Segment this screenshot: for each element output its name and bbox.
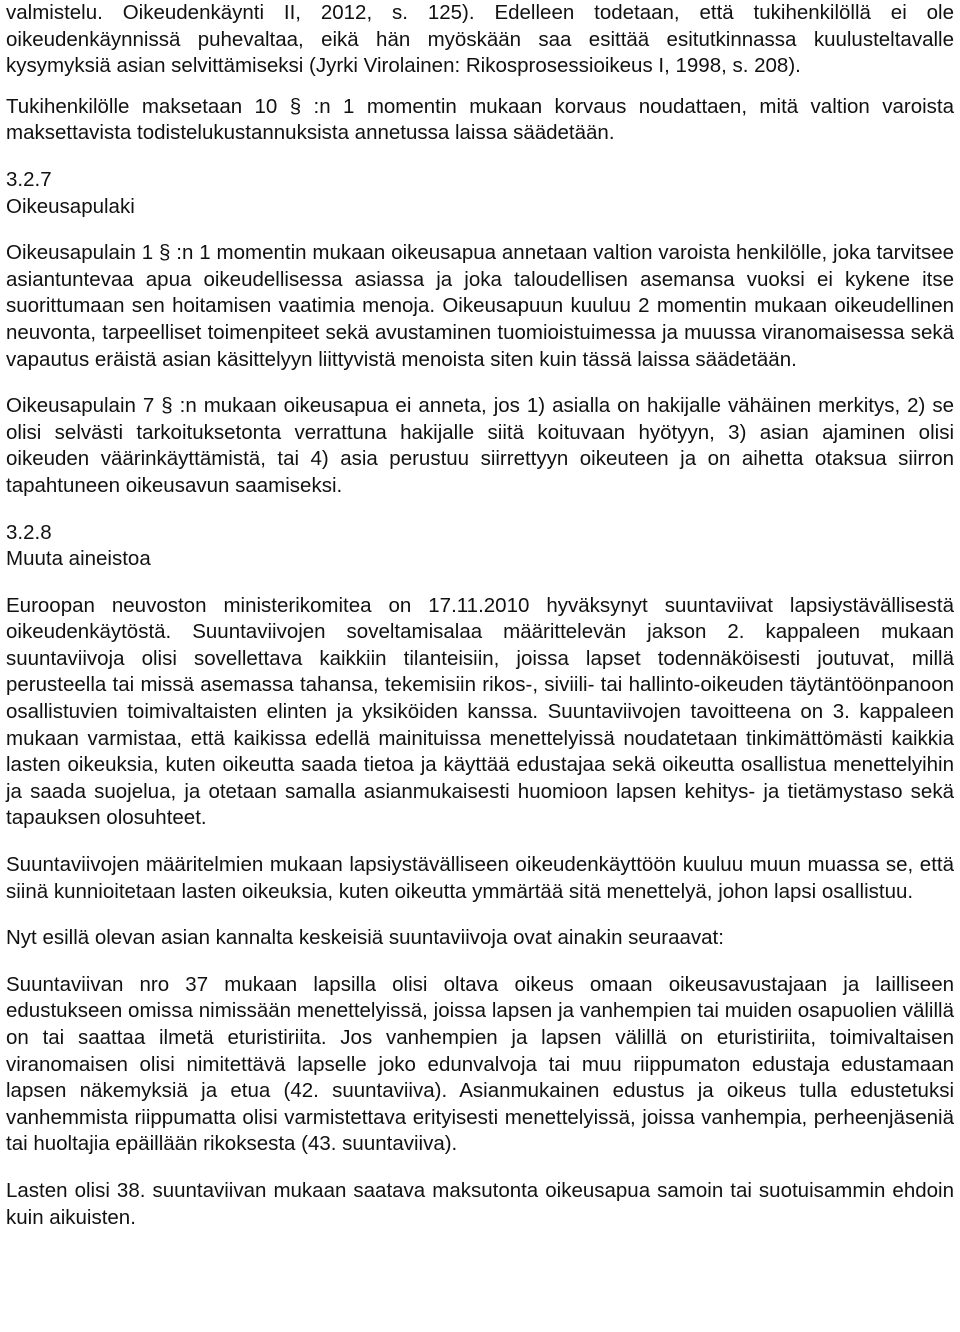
paragraph-guideline-37: Suuntaviivan nro 37 mukaan lapsilla olisi oltava oikeus omaan oikeusavustajaan ja lailliseen edustukseen omissa nimissään menettelyissä, joissa lapsen ja vanhempien tai muiden osapuolien välillä on tai saattaa ilmetä eturistiriita. Jos vanhempien ja lapsen välillä on eturistiriita, toimivaltaisen viranomaisen olisi nimitettävä lapselle joko edunvalvoja tai muu riippumaton edustaja edustamaan lapsen näkemyksiä ja etua (42. suuntaviiva). Asianmukainen edustus ja oikeus tulla edustetuksi vanhemmista riippumatta olisi varmistettava erityisesti menettelyissä, joissa vanhempia, perheenjäseniä tai huoltajia epäillään rikoksesta (43. suuntaviiva). bbox=[6, 972, 954, 1156]
paragraph-key-guidelines-intro: Nyt esillä olevan asian kannalta keskeisiä suuntaviivoja ovat ainakin seuraavat: bbox=[6, 926, 724, 950]
paragraph-council-of-europe-guidelines: Euroopan neuvoston ministerikomitea on 17.11.2010 hyväksynyt suuntaviivat lapsiystävällisestä oikeudenkäytöstä. Suuntaviivojen soveltamisalaa määrittelevän jakson 2. kappaleen mukaan suuntaviivoja olisi sovellettava kaikkiin tilanteisiin, joissa lapset todennäköisesti joutuvat, millä perusteella tai missä asemassa tahansa, tekemisiin rikos-, siviili- tai hallinto-oikeuden täytäntöönpanoon osallistuvien toimivaltaisten elinten ja yksiköiden kanssa. Suuntaviivojen tavoitteena on 3. kappaleen mukaan varmistaa, että kaikissa edellä mainituissa menettelyissä noudatetaan tinkimättömästi kaikkia lasten oikeuksia, kuten oikeutta saada tietoa ja käyttää edustajaa sekä oikeutta osallistua menettelyihin ja saada suojelua, ja otetaan samalla asianmukaisesti huomioon lapsen kehitys- ja tietämystaso sekä tapauksen olosuhteet. bbox=[6, 593, 954, 830]
paragraph-guideline-definitions: Suuntaviivojen määritelmien mukaan lapsiystävälliseen oikeudenkäyttöön kuuluu muun muassa se, että siinä kunnioitetaan lasten oikeuksia, kuten oikeutta ymmärtää sitä menettelyä, johon lapsi osallistuu. bbox=[6, 853, 954, 903]
section-number-3-2-8: 3.2.8 bbox=[6, 520, 52, 544]
section-title-oikeusapulaki: Oikeusapulaki bbox=[6, 194, 135, 218]
document-page bbox=[6, 0, 954, 1231]
paragraph-legal-aid-section-7: Oikeusapulain 7 § :n mukaan oikeusapua ei anneta, jos 1) asialla on hakijalle vähäinen merkitys, 2) se olisi selvästi tarkoituksetonta verrattuna hakijalle siitä koituvaan hyötyyn, 3) asian ajaminen olisi oikeuden väärinkäyttämistä, tai 4) asia perustuu siirrettyyn oikeuteen ja on aihetta otaksua siirron tapahtuneen oikeusavun saamiseksi. bbox=[6, 394, 954, 497]
paragraph-support-person-compensation: Tukihenkilölle maksetaan 10 § :n 1 momentin mukaan korvaus noudattaen, mitä valtion varoista maksettavista todistelukustannuksista annetussa laissa säädetään. bbox=[6, 94, 954, 145]
paragraph-guideline-38: Lasten olisi 38. suuntaviivan mukaan saatava maksutonta oikeusapua samoin tai suotuisammin ehdoin kuin aikuisten. bbox=[6, 1178, 954, 1229]
section-number-3-2-7: 3.2.7 bbox=[6, 167, 52, 191]
section-title-muuta-aineistoa: Muuta aineistoa bbox=[6, 547, 151, 571]
paragraph-support-person-rights: valmistelu. Oikeudenkäynti II, 2012, s. 125). Edelleen todetaan, että tukihenkilöllä ei ole oikeudenkäynnissä puhevaltaa, eikä hän myöskään saa esittää esitutkinnassa kuulusteltavalle kysymyksiä asian selvittämiseksi (Jyrki Virolainen: Rikosprosessioikeus I, 1998, s. 208). bbox=[6, 1, 954, 78]
paragraph-legal-aid-section-1: Oikeusapulain 1 § :n 1 momentin mukaan oikeusapua annetaan valtion varoista henkilölle, joka tarvitsee asiantuntevaa apua oikeudellisessa asiassa ja joka taloudellisen asemansa vuoksi ei kykene itse suorittumaan sen hoitamisen vaatimia menoja. Oikeusapuun kuuluu 2 momentin mukaan oikeudellinen neuvonta, tarpeelliset toimenpiteet sekä avustaminen tuomioistuimessa ja muussa viranomaisessa sekä vapautus eräistä asian käsittelyyn liittyvistä menoista siten kuin tässä laissa säädetään. bbox=[6, 241, 954, 371]
